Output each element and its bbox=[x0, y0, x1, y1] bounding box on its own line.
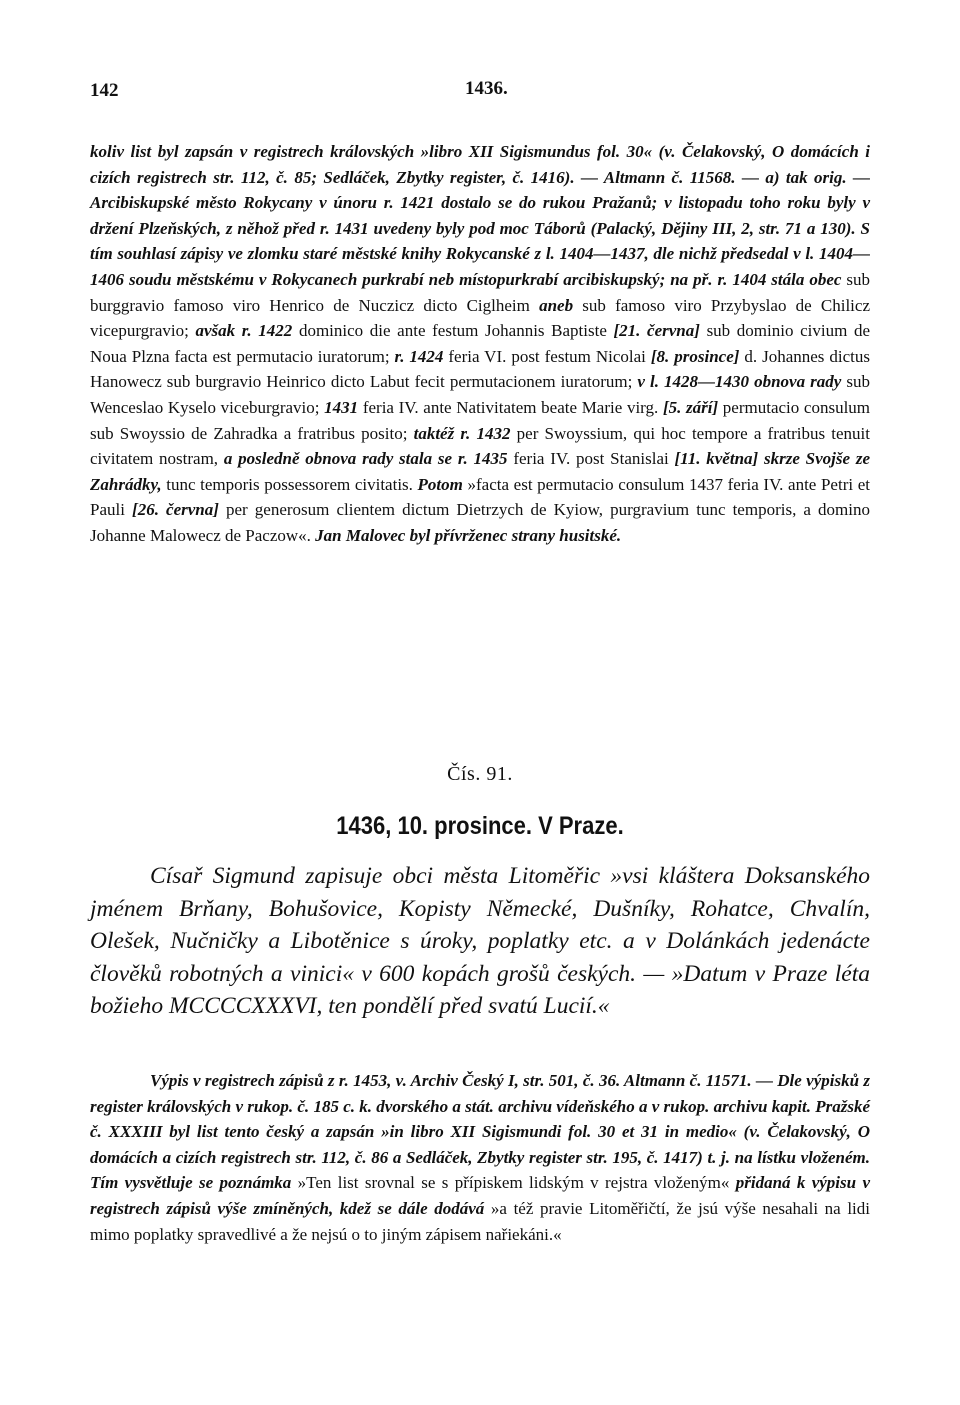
latin-quote: sub dominio civium de Noua Plzna facta est permutacio iuratorum; bbox=[90, 321, 871, 366]
summary-text: Císař Sigmund zapisuje obci města Litoměřic »vsi kláštera Doksanského jménem Brňany, Bohušovice, Kopisty Německé, Dušníky, Rohatce, Chvalín, Olešek, Nučničky a Libotěnice s úroky, poplatky etc. a v Dolánkách jedenácte člověků robotných a vinici« v 600 kopách grošů českých. — »Datum v Praze léta božieho MCCCCXXXVI, ten pondělí před svatú Lucií.« bbox=[90, 863, 870, 1019]
latin-quote: sub Wenceslao Kyselo viceburgravio; bbox=[90, 372, 870, 417]
latin-quote: feria VI. post festum Nicolai bbox=[448, 346, 651, 366]
note-text: a posledně obnova rady stala se r. 1435 bbox=[223, 449, 514, 469]
document-summary bbox=[90, 860, 870, 1023]
note-text: [11. května] skrze Svojše ze Zahrádky, bbox=[90, 449, 870, 494]
note-text: Jan Malovec byl přívrženec strany husitské. bbox=[315, 525, 622, 545]
running-head-year: 1436. bbox=[465, 78, 508, 99]
page-number: 142 bbox=[90, 80, 119, 101]
latin-quote: feria IV. ante Nativitatem beate Marie virg. bbox=[362, 397, 663, 417]
note-text: taktéž r. 1432 bbox=[413, 423, 517, 443]
note-text: 1431 bbox=[324, 397, 363, 417]
source-quote: »a též pravie Litoměřičtí, že jsú výše nesahali na lidi mimo poplatky spravedlivé a že nejsú o to jiným zápisem nařiekáni.« bbox=[90, 1198, 870, 1244]
note-text: [21. června] bbox=[613, 321, 707, 341]
note-text: a) tak orig. — Arcibiskupské město Rokycany v únoru r. 1421 dostalo se do rukou Pražanů; v listopadu toho roku byly v držení Plzeňských, z něhož před r. 1431 uvedeny byly pod moc Táborů (Palacký, Dějiny III, 2, str. 71 a 130). S tím souhlasí zápisy ve zlomku staré městské knihy Rokycanské z l. 1404—1437, dle nichž předsedal v l. 1404—1406 soudu městskému v Rokycanech purkrabí neb místopurkrabí arcibiskupský; na př. r. 1404 stála obec bbox=[90, 167, 870, 289]
note-text: aneb bbox=[539, 295, 583, 315]
source-note bbox=[90, 1068, 870, 1247]
source-quote: »Ten list srovnal se s přípiskem lidským v rejstra vloženým« bbox=[297, 1173, 736, 1193]
note-text: Potom bbox=[417, 474, 468, 494]
latin-quote: feria IV. post Stanislai bbox=[513, 449, 675, 469]
latin-quote: per Swoyssium, qui hoc tempore a fratribus tenuit civitatem nostram, bbox=[90, 423, 870, 469]
latin-quote: sub famoso viro Przybyslao de Chilicz vicepurgravio; bbox=[90, 295, 870, 341]
source-text: Výpis v registrech zápisů z r. 1453, v. Archiv Český I, str. 501, č. 36. Altmann č. 11571. — Dle výpisků z register královských v rukop. č. 185 c. k. dvorského a stát. archivu vídeňského a v rukop. archivu kapit. Pražské č. XXXIII byl list tento český a zapsán »in libro XII Sigismundi fol. 30 et 31 in medio« (v. Čelakovský, O domácích a cizích registrech str. 112, č. 86 a Sedláček, Zbytky register str. 195, č. 1417) t. j. na lístku vloženém. Tím vysvětluje se poznámka bbox=[90, 1071, 870, 1193]
note-text: [8. prosince] bbox=[650, 346, 745, 366]
latin-quote: permutacio consulum sub Swoyssio de Zahradka a fratribus posito; bbox=[90, 397, 871, 443]
note-text: avšak r. 1422 bbox=[195, 321, 299, 341]
note-text: [5. září] bbox=[662, 397, 723, 417]
note-text: v l. 1428—1430 obnova rady bbox=[637, 372, 847, 392]
note-text: koliv list byl zapsán v registrech královských »libro XII Sigismundus fol. 30« (v. Čelakovský, O domácích i cizích registrech str. 112, č. 85; Sedláček, Zbytky register, č. 1416). — Altmann č. 11568. — bbox=[90, 142, 870, 187]
note-text: r. 1424 bbox=[394, 346, 449, 366]
latin-quote: tunc temporis possessorem civitatis. bbox=[166, 474, 418, 494]
note-text: [26. června] bbox=[132, 500, 226, 520]
source-text: přidaná k výpisu v registrech zápisů výše zmíněných, kdež se dále dodává bbox=[90, 1173, 870, 1218]
preceding-footnote bbox=[90, 139, 870, 549]
latin-quote: sub burggravio famoso viro Henrico de Nuczicz dicto Ciglheim bbox=[90, 269, 870, 315]
latin-quote: d. Johannes dictus Hanowecz sub burgravio Heinrico dicto Labut fecit permutacionem iuratorum; bbox=[90, 346, 870, 392]
latin-quote: per generosum clientem dictum Dietrzych de Kyiow, purgravium tunc temporis, a domino Johanne Malowecz de Paczow«. bbox=[90, 500, 870, 545]
latin-quote: dominico die ante festum Johannis Baptiste bbox=[298, 321, 614, 341]
document-date-place: 1436, 10. prosince. V Praze. bbox=[336, 812, 624, 840]
document-number: Čís. 91. bbox=[447, 763, 513, 785]
latin-quote: »facta est permutacio consulum 1437 feria IV. ante Petri et Pauli bbox=[90, 474, 870, 520]
running-head bbox=[90, 78, 870, 102]
